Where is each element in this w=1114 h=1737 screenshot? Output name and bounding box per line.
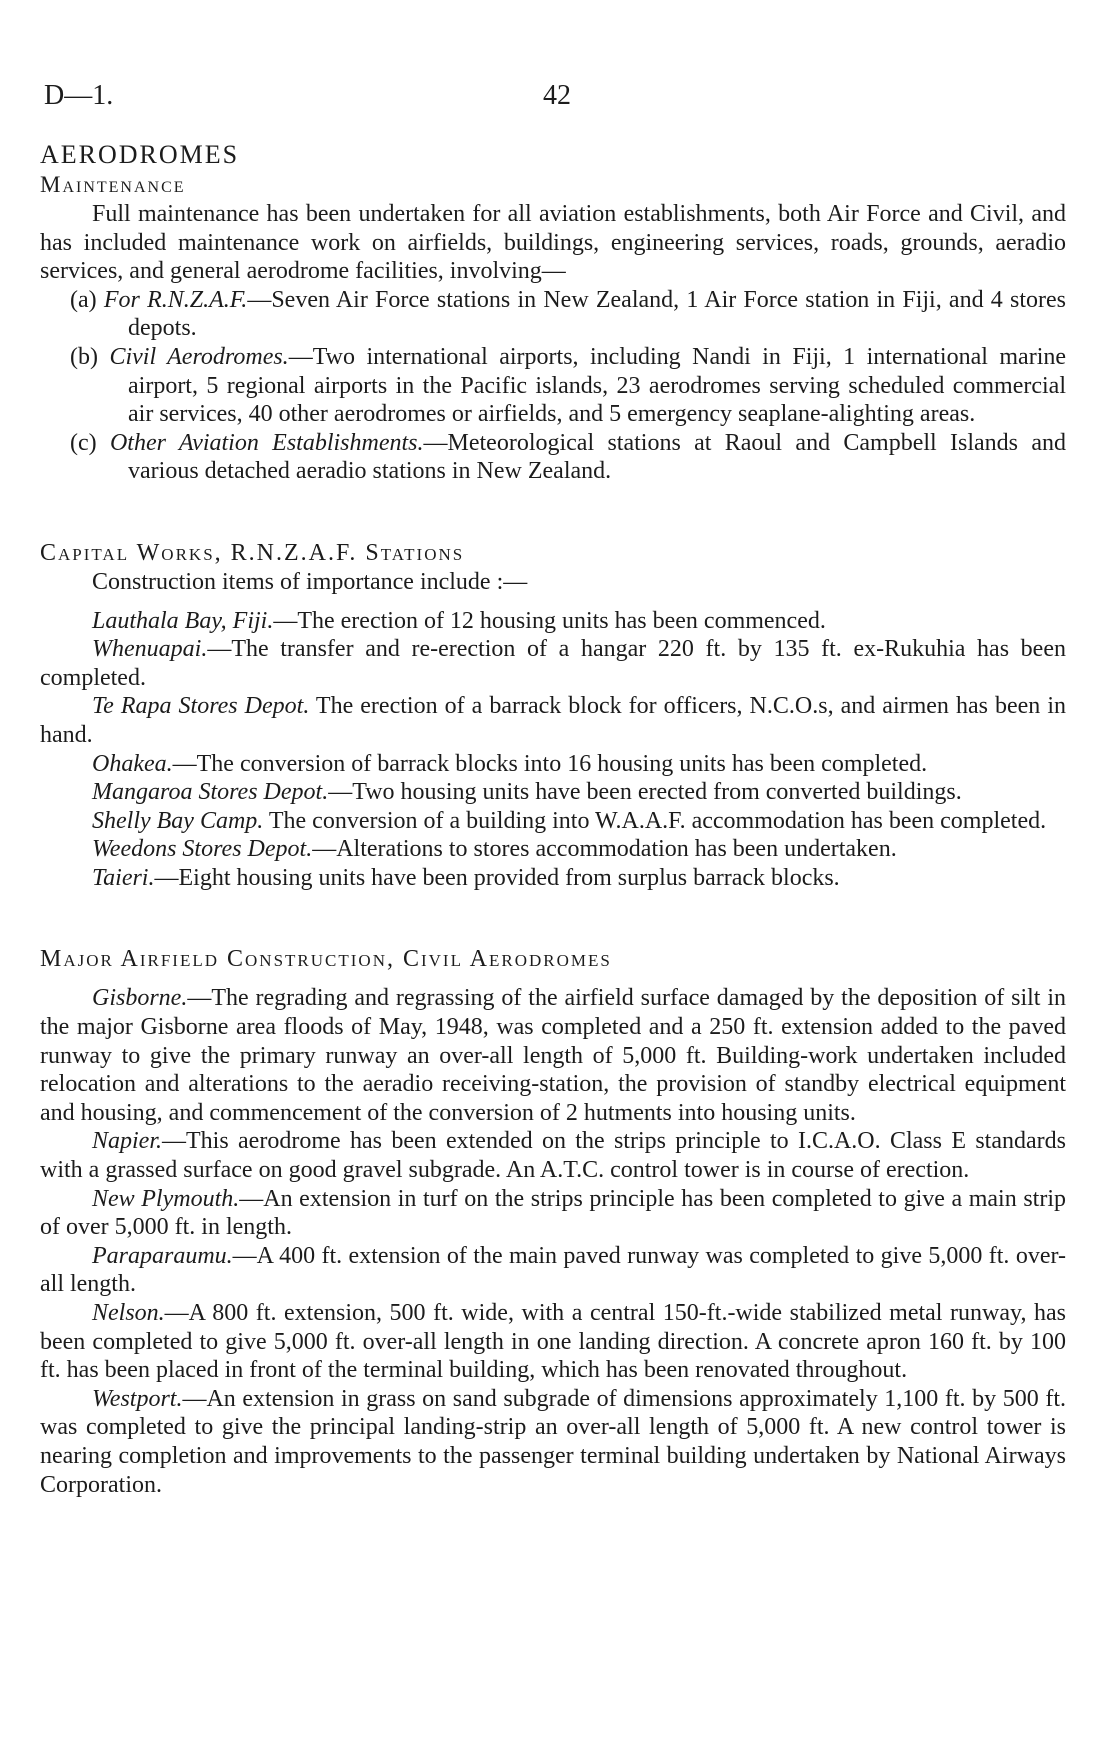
item-text: —An extension in turf on the strips principle has been completed to give a main strip of over 5,000 ft. in length.	[40, 1185, 1066, 1241]
item-lead: Other Aviation Establishments.	[109, 429, 424, 456]
item-text: —The conversion of barrack blocks into 16 housing units has been completed.	[172, 750, 928, 777]
item-text: —Two housing units have been erected from converted buildings.	[328, 779, 962, 806]
item-text: The erection of a barrack block for officers, N.C.O.s, and airmen has been in hand.	[40, 693, 1067, 748]
item-lead: Weedons Stores Depot.	[92, 836, 313, 863]
airfield-paragraph	[40, 1299, 1066, 1385]
works-paragraph	[40, 778, 1066, 807]
page-header	[0, 80, 1114, 120]
list-marker: (a)	[70, 286, 97, 313]
item-text: —Seven Air Force stations in New Zealand, 1 Air Force station in Fiji, and 4 stores depots.	[128, 286, 1066, 342]
item-lead: Napier.	[92, 1128, 163, 1155]
works-paragraph	[40, 692, 1066, 749]
item-lead: Te Rapa Stores Depot.	[92, 693, 310, 720]
item-text: —The transfer and re-erection of a hangar 220 ft. by 135 ft. ex-Rukuhia has been completed.	[40, 636, 1066, 691]
item-lead: New Plymouth.	[92, 1185, 240, 1212]
document-reference: D—1.	[44, 80, 114, 111]
section-spacer	[40, 892, 1066, 944]
item-text: —The regrading and regrassing of the airfield surface damaged by the deposition of silt in the major Gisborne area floods of May, 1948, was completed and a 250 ft. extension added to the paved runway to give the primary runway an over-all length of 5,000 ft. Building-work undertaken included relocation and alterations to the aeradio receiving-station, the provision of standby electrical equipment and housing, and commencement of the conversion of 2 hutments into housing units.	[40, 985, 1066, 1126]
item-text: —Meteorological stations at Raoul and Campbell Islands and various detached aeradio stations in New Zealand.	[128, 429, 1067, 485]
works-paragraph	[40, 835, 1066, 864]
item-text: —Alterations to stores accommodation has been undertaken.	[312, 836, 897, 863]
section-heading-major-airfield: Major Airfield Construction, Civil Aerodromes	[40, 946, 612, 973]
airfield-paragraph	[40, 1385, 1066, 1499]
airfield-paragraph	[40, 1127, 1066, 1184]
item-lead: Paraparaumu.	[92, 1242, 233, 1269]
works-paragraph	[40, 607, 1066, 636]
item-text: —An extension in grass on sand subgrade of dimensions approximately 1,100 ft. by 500 ft. was completed to give the principal landing-strip an over-all length of 5,000 ft. A new control tower is nearing completion and improvements to the passenger terminal building undertaken by National Airways Corporation.	[40, 1385, 1066, 1498]
item-lead: Lauthala Bay, Fiji.	[92, 607, 274, 634]
capital-works-intro: Construction items of importance include :—	[92, 568, 528, 595]
item-lead: Ohakea.	[92, 750, 173, 777]
airfield-paragraph	[40, 1242, 1066, 1299]
item-lead: Nelson.	[92, 1300, 165, 1326]
section-heading-capital-works: Capital Works, R.N.Z.A.F. Stations	[40, 539, 465, 566]
list-item	[40, 286, 1066, 343]
list-marker: (b)	[70, 343, 98, 370]
item-text: The conversion of a building into W.A.A.F. accommodation has been completed.	[263, 807, 1047, 834]
airfield-paragraph	[40, 1185, 1066, 1242]
works-paragraph	[40, 635, 1066, 692]
works-paragraph	[40, 750, 1066, 779]
item-text: —Two international airports, including Nandi in Fiji, 1 international marine airport, 5 regional airports in the Pacific islands, 23 aerodromes serving scheduled commercial air services, 40 other aerodromes or airfields, and 5 emergency seaplane-alighting areas.	[128, 343, 1067, 428]
item-lead: Taieri.	[92, 864, 155, 891]
page-number: 42	[543, 80, 571, 111]
works-paragraph	[40, 864, 1066, 893]
airfield-paragraph	[40, 984, 1066, 1127]
item-text: —A 400 ft. extension of the main paved runway was completed to give 5,000 ft. over-all length.	[40, 1242, 1066, 1298]
item-text: —A 800 ft. extension, 500 ft. wide, with a central 150-ft.-wide stabilized metal runway, has been completed to give 5,000 ft. over-all length in one landing direction. A concrete apron 160 ft. by 100 ft. has been placed in front of the terminal building, which has been renovated throughout.	[40, 1300, 1066, 1384]
section-spacer	[40, 486, 1066, 538]
item-lead: For R.N.Z.A.F.	[103, 286, 248, 313]
works-paragraph	[40, 807, 1066, 836]
item-text: —This aerodrome has been extended on the strips principle to I.C.A.O. Class E standards with a grassed surface on good gravel subgrade. An A.T.C. control tower is in course of erection.	[40, 1128, 1066, 1184]
item-lead: Mangaroa Stores Depot.	[92, 779, 329, 806]
list-marker: (c)	[70, 429, 97, 456]
section-spacer	[40, 974, 1066, 984]
item-lead: Westport.	[92, 1385, 183, 1412]
maintenance-intro: Full maintenance has been undertaken for all aviation establishments, both Air Force and Civil, and has included maintenance work on airfields, buildings, engineering services, roads, grounds, aeradio services, and general aerodrome facilities, involving—	[40, 201, 1066, 285]
item-text: —The erection of 12 housing units has been commenced.	[273, 607, 826, 634]
section-spacer	[40, 597, 1066, 607]
document-body	[40, 140, 1066, 1499]
item-lead: Civil Aerodromes.	[109, 343, 289, 370]
item-text: —Eight housing units have been provided from surplus barrack blocks.	[154, 864, 840, 891]
item-lead: Whenuapai.	[92, 636, 208, 663]
page-title: AERODROMES	[40, 140, 240, 169]
item-lead: Shelly Bay Camp.	[92, 807, 264, 834]
item-lead: Gisborne.	[92, 985, 188, 1012]
list-item	[40, 343, 1066, 429]
list-item	[40, 429, 1066, 486]
section-heading-maintenance: Maintenance	[40, 172, 186, 197]
